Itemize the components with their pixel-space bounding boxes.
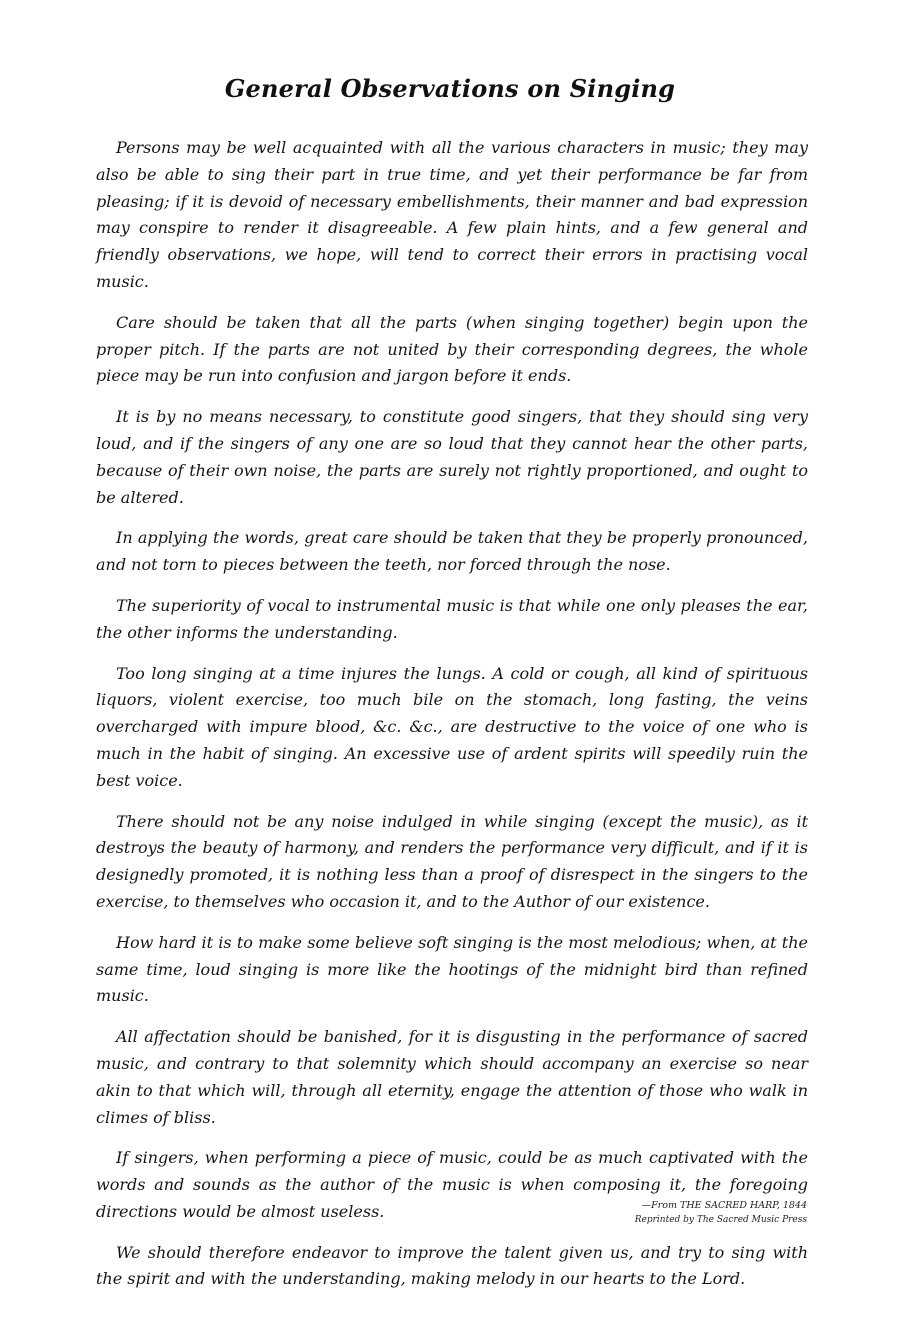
attribution-year: 1844 — [782, 1200, 807, 1211]
paragraph: We should therefore endeavor to improve the talent given us, and try to sing with the spirit and with the understanding, making melody in our hearts to the Lord. — [96, 1242, 808, 1289]
attribution-prefix: —From — [641, 1200, 678, 1211]
page-title: General Observations on Singing — [224, 74, 676, 103]
paragraph: There should not be any noise indulged in while singing (except the music), as it destroys the beauty of harmony, and renders the performance very difficult, and if it is designedly promoted, it is nothing less than a proof of disrespect in the singers to the exercise, to themselves who occasion it, and to the Author of our existence. — [96, 811, 808, 911]
paragraph: Care should be taken that all the parts (when singing together) begin upon the proper pitch. If the parts are not united by their corresponding degrees, the whole piece may be run into confusion and jargon before it ends. — [96, 312, 808, 386]
attribution-reprint-line: Reprinted by The Sacred Music Press — [634, 1215, 807, 1225]
attribution-source-title: THE SACRED HARP, — [680, 1200, 780, 1211]
paragraph: It is by no means necessary, to constitute good singers, that they should sing very loud, and if the singers of any one are so loud that they cannot hear the other parts, because of their own noise, the parts are surely not rightly proportioned, and ought to be altered. — [96, 407, 808, 507]
attribution-source-line — [635, 1199, 807, 1213]
article-body — [96, 135, 808, 1307]
paragraph: The superiority of vocal to instrumental music is that while one only pleases the ear, the other informs the understanding. — [96, 595, 808, 642]
attribution — [635, 1199, 807, 1227]
paragraph: Too long singing at a time injures the lungs. A cold or cough, all kind of spirituous liquors, violent exercise, too much bile on the stomach, long fasting, the veins overcharged with impure blood, &c. &c., are destructive to the voice of one who is much in the habit of singing. An excessive use of ardent spirits will speedily ruin the best voice. — [96, 663, 808, 790]
paragraph: Persons may be well acquainted with all the various characters in music; they may also be able to sing their part in true time, and yet their performance be far from pleasing; if it is devoid of necessary embellishments, their manner and bad expression may conspire to render it disagreeable. A few plain hints, and a few general and friendly observations, we hope, will tend to correct their errors in practising vocal music. — [96, 138, 808, 291]
paragraph: If singers, when performing a piece of music, could be as much captivated with the words and sounds as the author of the music is when composing it, the foregoing directions would be almost useless. — [96, 1148, 808, 1221]
paragraph: In applying the words, great care should be taken that they be properly pronounced, and not torn to pieces between the teeth, nor forced through the nose. — [96, 528, 808, 575]
paragraph: All affectation should be banished, for it is disgusting in the performance of sacred music, and contrary to that solemnity which should accompany an exercise so near akin to that which will, through all eternity, engage the attention of those who walk in climes of bliss. — [96, 1027, 808, 1127]
paragraph: How hard it is to make some believe soft singing is the most melodious; when, at the same time, loud singing is more like the hootings of the midnight bird than refined music. — [96, 932, 808, 1006]
